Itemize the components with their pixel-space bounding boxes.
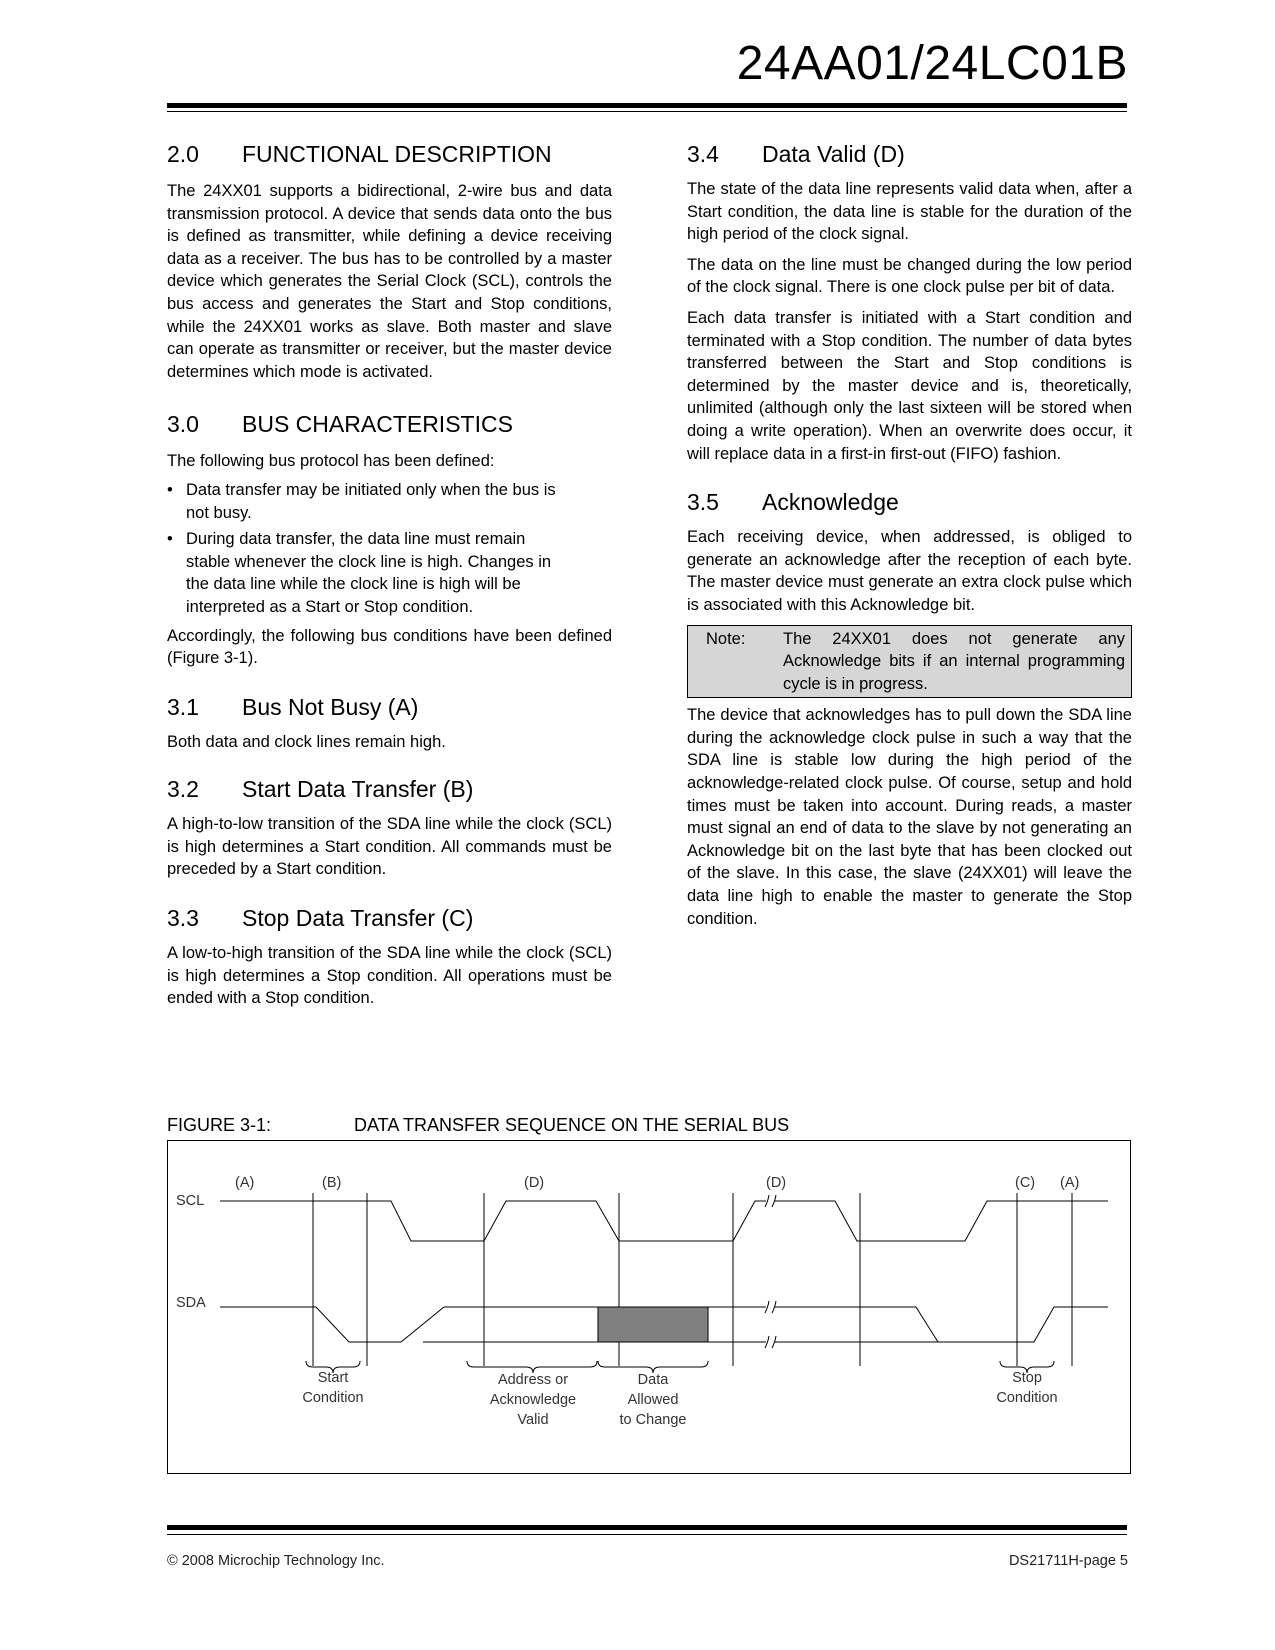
timing-diagram xyxy=(167,1140,1131,1474)
marker-a: (A) xyxy=(1060,1175,1080,1191)
sda-label: SDA xyxy=(176,1295,206,1311)
footer-rule-thin xyxy=(167,1534,1127,1535)
right-column xyxy=(687,140,1132,930)
footer-rule-thick xyxy=(167,1525,1127,1530)
section-3-5-heading xyxy=(687,488,1132,516)
section-title: Acknowledge xyxy=(762,489,899,516)
data-change-region xyxy=(598,1307,708,1342)
bus-protocol-list xyxy=(167,479,612,619)
footer-copyright: © 2008 Microchip Technology Inc. xyxy=(167,1553,385,1569)
section-title: Start Data Transfer (B) xyxy=(242,776,474,803)
list-item: • Data transfer may be initiated only when the bus is not busy. xyxy=(167,479,612,524)
marker-c: (C) xyxy=(1015,1175,1036,1191)
figure-caption xyxy=(167,1114,789,1136)
section-number: 3.5 xyxy=(687,489,719,516)
section-number: 3.4 xyxy=(687,141,719,167)
section-3-1-paragraph: Both data and clock lines remain high. xyxy=(167,732,446,751)
marker-d: (D) xyxy=(524,1175,545,1191)
section-title: Bus Not Busy (A) xyxy=(242,693,419,720)
label-line: Stop xyxy=(1012,1370,1042,1386)
section-3-1-heading xyxy=(167,693,612,721)
section-3-2-heading xyxy=(167,775,612,803)
section-3-4-paragraph: The state of the data line represents valid data when, after a Start condition, the data line is stable for the duration of the high period of the clock signal. xyxy=(687,180,1132,244)
marker-b: (B) xyxy=(322,1175,342,1191)
section-number: 3.0 xyxy=(167,411,199,438)
section-2-heading xyxy=(167,140,612,168)
label-line: Data xyxy=(637,1372,669,1388)
label-line: Acknowledge xyxy=(489,1392,577,1408)
figure-number: FIGURE 3-1: xyxy=(167,1115,272,1135)
marker-d: (D) xyxy=(766,1175,787,1191)
label-line: Start xyxy=(317,1370,349,1386)
list-item: • During data transfer, the data line must remain stable whenever the clock line is high. Changes in the data line while the clock line is high will be interpreted as a Start or Stop condition. xyxy=(167,528,612,618)
note-text: The 24XX01 does not generate any Acknowledge bits if an internal programming cycle is in progress. xyxy=(783,629,1125,693)
header-rule-thin xyxy=(167,111,1127,112)
start-condition-label xyxy=(283,1368,383,1408)
section-number: 2.0 xyxy=(167,141,199,167)
section-3-intro: The following bus protocol has been defined: xyxy=(167,452,495,471)
left-column xyxy=(167,140,612,1010)
section-title: Data Valid (D) xyxy=(762,141,905,167)
section-title: Stop Data Transfer (C) xyxy=(242,905,474,932)
section-3-heading xyxy=(167,410,612,438)
section-3-4-paragraph: The data on the line must be changed during the low period of the clock signal. There is one clock pulse per bit of data. xyxy=(687,255,1132,297)
section-3-4-paragraph: Each data transfer is initiated with a Start condition and terminated with a Stop condition. The number of data bytes transferred between the Start and Stop conditions is determined by the master device and is, theoretically, unlimited (although only the last sixteen will be stored when doing a write operation). When an overwrite does occur, it will replace data in a first-in first-out (FIFO) fashion. xyxy=(687,308,1132,463)
section-3-after: Accordingly, the following bus conditions have been defined (Figure 3-1). xyxy=(167,626,612,668)
scl-label: SCL xyxy=(176,1193,205,1209)
scl-waveform xyxy=(775,1201,1108,1241)
label-line: Address or xyxy=(497,1372,569,1388)
section-title: BUS CHARACTERISTICS xyxy=(242,411,513,438)
section-3-4-heading xyxy=(687,140,1132,168)
address-valid-label xyxy=(468,1370,598,1430)
stop-condition-label xyxy=(977,1368,1077,1408)
section-3-5-paragraph: Each receiving device, when addressed, is obliged to generate an acknowledge after the reception of each byte. The master device must generate an extra clock pulse which is associated with this Acknowledge bit. xyxy=(687,528,1132,614)
header-rule-thick xyxy=(167,103,1127,108)
note-box xyxy=(687,625,1132,699)
page-header-title: 24AA01/24LC01B xyxy=(736,37,1128,90)
note-label: Note: xyxy=(706,629,746,648)
section-3-3-paragraph: A low-to-high transition of the SDA line while the clock (SCL) is high determines a Stop condition. All operations must be ended with a Stop condition. xyxy=(167,944,612,1008)
data-change-label xyxy=(603,1370,703,1430)
section-number: 3.2 xyxy=(167,776,199,803)
label-line: Allowed xyxy=(627,1392,679,1408)
sda-waveform-high xyxy=(775,1307,1108,1342)
section-3-5-paragraph: The device that acknowledges has to pull down the SDA line during the acknowledge clock pulse in such a way that the SDA line is stable low during the high period of the acknowledge-related clock pulse. Of course, setup and hold times must be taken into account. During reads, a master must signal an end of data to the slave by not generating an Acknowledge bit on the last byte that has been clocked out of the slave. In this case, the slave (24XX01) will leave the data line high to enable the master to generate the Stop condition. xyxy=(687,706,1132,928)
break-mark xyxy=(765,1195,776,1348)
label-line: Valid xyxy=(517,1412,549,1428)
figure-title: DATA TRANSFER SEQUENCE ON THE SERIAL BUS xyxy=(354,1115,790,1135)
marker-a: (A) xyxy=(235,1175,255,1191)
label-line: Condition xyxy=(996,1390,1058,1406)
section-3-3-heading xyxy=(167,904,612,932)
label-line: Condition xyxy=(302,1390,364,1406)
section-number: 3.1 xyxy=(167,693,199,720)
section-title: FUNCTIONAL DESCRIPTION xyxy=(242,141,552,167)
scl-waveform xyxy=(220,1201,766,1241)
section-3-2-paragraph: A high-to-low transition of the SDA line while the clock (SCL) is high determines a Start condition. All commands must be preceded by a Start condition. xyxy=(167,815,612,879)
section-2-paragraph: The 24XX01 supports a bidirectional, 2-wire bus and data transmission protocol. A device that sends data onto the bus is defined as transmitter, while defining a device receiving data as a receiver. The bus has to be controlled by a master device which generates the Serial Clock (SCL), controls the bus access and generates the Start and Stop conditions, while the 24XX01 works as slave. Both master and slave can operate as transmitter or receiver, but the master device determines which mode is activated. xyxy=(167,182,612,381)
section-number: 3.3 xyxy=(167,905,199,932)
label-line: to Change xyxy=(619,1412,687,1428)
footer-page-number: DS21711H-page 5 xyxy=(1008,1553,1128,1569)
